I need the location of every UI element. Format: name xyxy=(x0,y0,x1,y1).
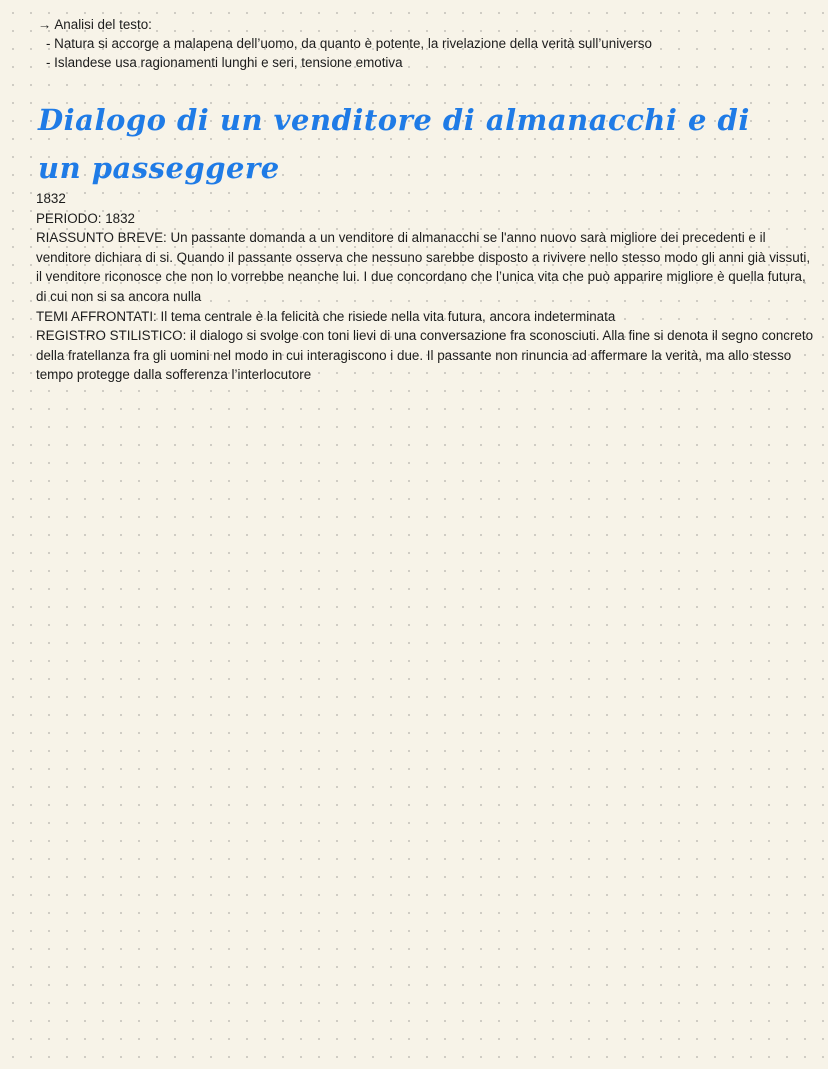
registro-paragraph xyxy=(36,326,816,385)
registro-text: il dialogo si svolge con toni lievi di una conversazione fra sconosciuti. Alla fine si denota il segno concreto della fratellanza fra gli uomini nel modo in cui interagiscono i due. Il passante non rinuncia ad affermare la verità, ma allo stesso tempo protegge dalla sofferenza l’interlocutore xyxy=(36,328,814,383)
intro-bullet-islandese: - Islandese usa ragionamenti lunghi e seri, tensione emotiva xyxy=(46,55,403,70)
periodo-value: 1832 xyxy=(105,210,136,226)
temi-label: TEMI AFFRONTATI: xyxy=(36,308,157,324)
riassunto-paragraph xyxy=(36,228,816,306)
periodo-line xyxy=(36,209,816,229)
periodo-label: PERIODO: xyxy=(36,210,102,226)
temi-text: Il tema centrale è la felicità che risiede nella vita futura, ancora indeterminata xyxy=(160,308,616,324)
intro-notes xyxy=(38,15,818,72)
registro-label: REGISTRO STILISTICO: xyxy=(36,328,187,344)
riassunto-text: Un passante domanda a un venditore di almanacchi se l'anno nuovo sarà migliore dei precedenti e il venditore dichiara di si. Quando il passante osserva che nessuno sarebbe disposto a rivivere nello stesso modo gli anni già vissuti, il venditore riconosce che non lo vorrebbe neanche lui. I due concordano che l’unica vita che può apparire migliore è quella futura, di cui non si sa ancora nulla xyxy=(36,230,811,304)
riassunto-label: RIASSUNTO BREVE: xyxy=(36,230,167,246)
intro-heading: → Analisi del testo: xyxy=(38,17,152,32)
intro-bullet-natura: - Natura si accorge a malapena dell’uomo, da quanto è potente, la rivelazione della verità sull’universo xyxy=(46,36,652,51)
year-line: 1832 xyxy=(36,191,66,206)
temi-paragraph xyxy=(36,307,816,327)
note-body xyxy=(36,189,816,385)
page-title: Dialogo di un venditore di almanacchi e di un passeggere xyxy=(38,103,750,185)
